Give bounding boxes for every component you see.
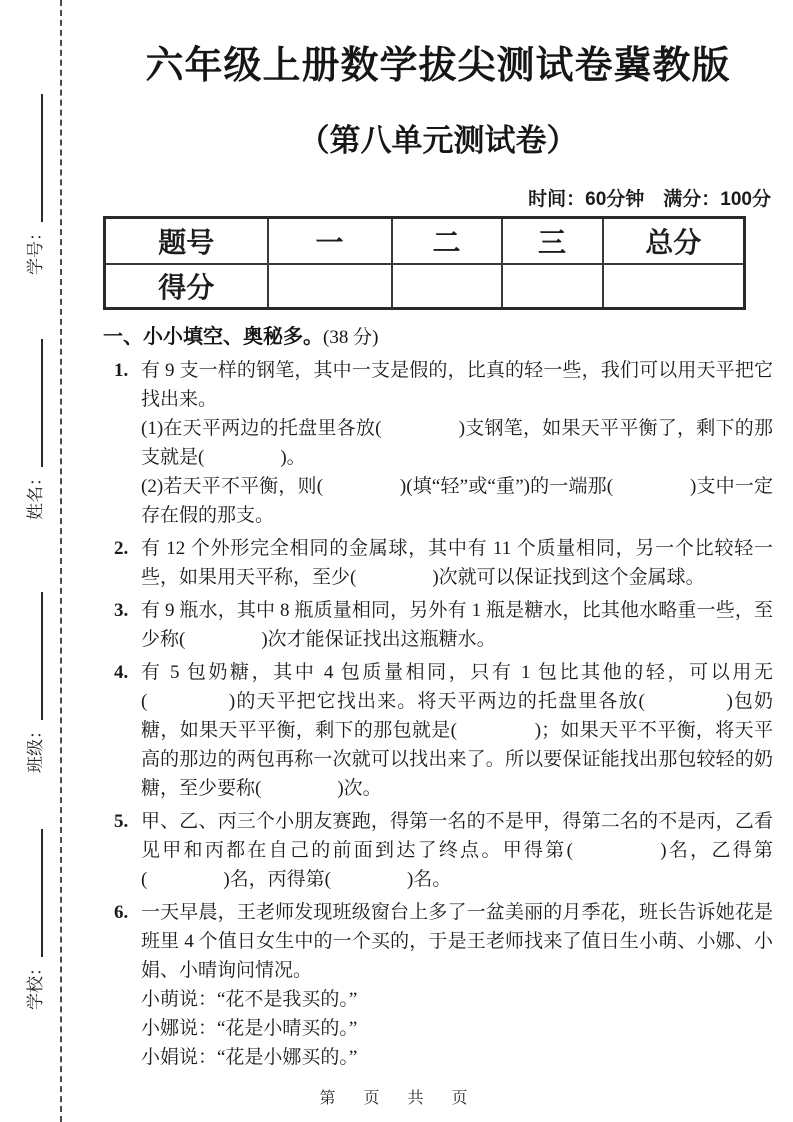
question-2-number: 2. <box>114 537 129 559</box>
question-6-statement-xiaona: 小娜说：“花是小晴买的。” <box>141 1017 358 1039</box>
student-id-blank-line <box>41 94 43 222</box>
question-3-text <box>141 596 773 654</box>
exam-time-score-info: 时间：60分钟 满分：100分 <box>528 189 771 210</box>
student-name-field <box>20 310 46 520</box>
header-section-three: 三 <box>502 218 603 264</box>
margin-dashed-rule <box>60 0 62 1122</box>
question-1-number: 1. <box>114 359 129 381</box>
header-section-one: 一 <box>268 218 392 264</box>
paper-subtitle: （第八单元测试卷） <box>298 123 578 158</box>
section-one-heading <box>103 323 773 352</box>
score-cell-three <box>502 264 603 309</box>
score-cell-total <box>603 264 745 309</box>
score-table-score-row <box>105 264 745 309</box>
student-name-blank-line <box>41 339 43 467</box>
score-table <box>103 216 746 310</box>
score-cell-two <box>392 264 502 309</box>
question-6-statement-xiaomeng: 小萌说：“花不是我买的。” <box>141 988 358 1010</box>
question-1-part-1: (1)在天平两边的托盘里各放( )支钢笔，如果天平平衡了，剩下的那支就是( )。 <box>141 417 773 468</box>
question-6 <box>103 898 773 1072</box>
section-one-points: (38 分) <box>323 326 379 348</box>
test-paper-content <box>103 26 773 1072</box>
score-cell-one <box>268 264 392 309</box>
question-6-text <box>141 898 773 1072</box>
header-question-number: 题号 <box>105 218 268 264</box>
header-section-two: 二 <box>392 218 502 264</box>
question-1 <box>103 356 773 530</box>
class-blank-line <box>41 592 43 720</box>
question-4-stem: 有 5 包奶糖，其中 4 包质量相同，只有 1 包比其他的轻，可以用无( )的天平把它找出来。将天平两边的托盘里各放( )包奶糖，如果天平平衡，剩下的那包就是( )；如果天平不平衡，将天平高的那边的两包再称一次就可以找出来了。所以要保证能找出那包较轻的奶糖，至少要称( )次。 <box>141 661 773 799</box>
question-1-text <box>141 356 773 530</box>
question-4-number: 4. <box>114 661 129 683</box>
question-3-number: 3. <box>114 599 129 621</box>
question-1-part-2: (2)若天平不平衡，则( )(填“轻”或“重”)的一端那( )支中一定存在假的那支。 <box>141 475 773 526</box>
question-3-stem: 有 9 瓶水，其中 8 瓶质量相同，另外有 1 瓶是糖水，比其他水略重一些，至少称( )次才能保证找出这瓶糖水。 <box>141 599 773 650</box>
class-field <box>20 563 46 773</box>
header-total-score: 总分 <box>603 218 745 264</box>
question-6-number: 6. <box>114 901 129 923</box>
student-name-label: 姓名： <box>26 469 45 520</box>
question-5 <box>103 807 773 894</box>
student-id-label: 学号： <box>26 224 45 275</box>
paper-title: 六年级上册数学拔尖测试卷冀教版 <box>145 45 731 87</box>
question-2 <box>103 534 773 592</box>
school-label: 学校： <box>26 959 45 1010</box>
question-3 <box>103 596 773 654</box>
score-table-header-row <box>105 218 745 264</box>
section-one-title: 一、小小填空、奥秘多。 <box>103 325 323 348</box>
question-4 <box>103 658 773 803</box>
question-6-stem: 一天早晨，王老师发现班级窗台上多了一盆美丽的月季花，班长告诉她花是班里 4 个值日女生中的一个买的，于是王老师找来了值日生小萌、小娜、小娟、小晴询问情况。 <box>141 901 773 981</box>
question-6-statement-xiaojuan: 小娟说：“花是小娜买的。” <box>141 1046 358 1068</box>
question-5-number: 5. <box>114 810 129 832</box>
question-2-stem: 有 12 个外形完全相同的金属球，其中有 11 个质量相同，另一个比较轻一些，如果用天平称，至少( )次就可以保证找到这个金属球。 <box>141 537 773 588</box>
class-label: 班级： <box>26 722 45 773</box>
question-4-text <box>141 658 773 803</box>
school-blank-line <box>41 829 43 957</box>
student-id-field <box>20 65 46 275</box>
page-footer: 第 页 共 页 <box>319 1090 474 1107</box>
question-1-stem: 有 9 支一样的钢笔，其中一支是假的，比真的轻一些，我们可以用天平把它找出来。 <box>141 359 773 410</box>
question-5-text <box>141 807 773 894</box>
question-5-stem: 甲、乙、丙三个小朋友赛跑，得第一名的不是甲，得第二名的不是丙，乙看见甲和丙都在自己的前面到达了终点。甲得第( )名，乙得第( )名，丙得第( )名。 <box>141 810 773 890</box>
score-row-label: 得分 <box>105 264 268 309</box>
question-2-text <box>141 534 773 592</box>
school-field <box>20 800 46 1010</box>
